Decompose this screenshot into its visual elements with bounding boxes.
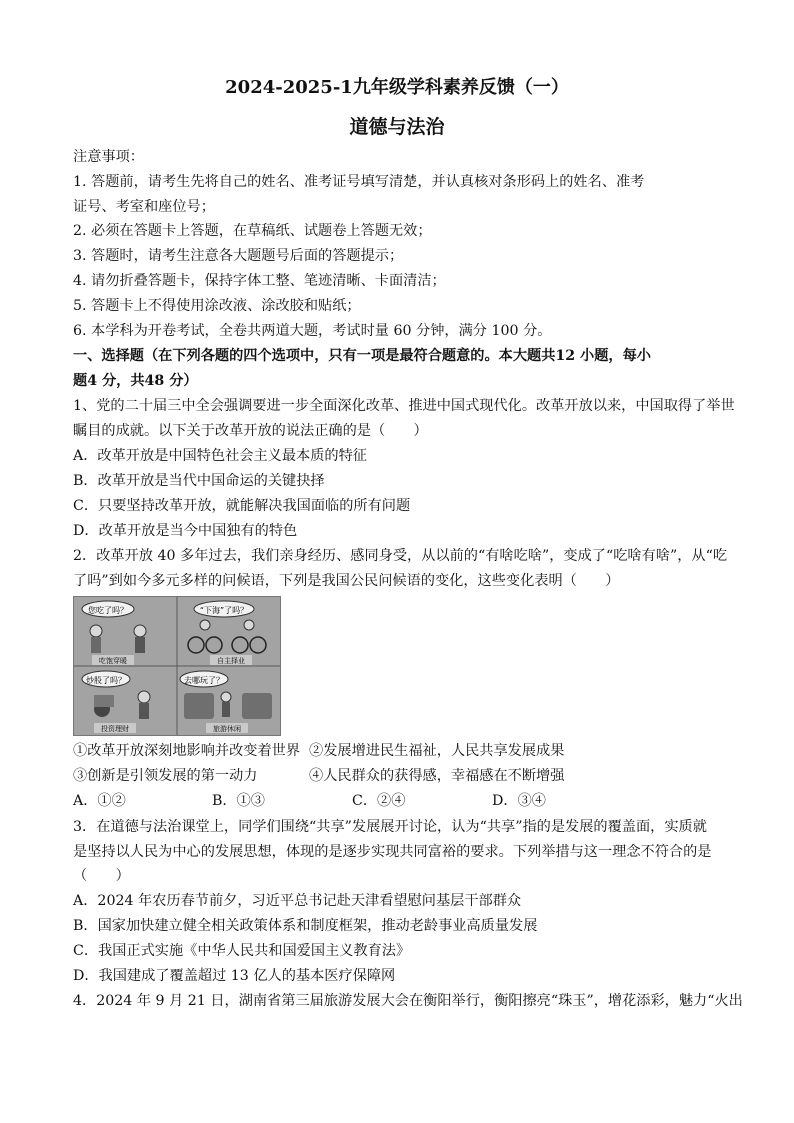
notice-item: 1. 答题前，请考生先将自己的姓名、准考证号填写清楚，并认真核对条形码上的姓名、准考 <box>73 174 645 190</box>
bubble-text: 您吃了吗？ <box>88 606 128 615</box>
q3-option-a: A．2024 年农历春节前夕，习近平总书记赴天津看望慰问基层干部群众 <box>73 893 522 909</box>
q3-stem-cont: 是坚持以人民为中心的发展思想，体现的是逐步实现共同富裕的要求。下列举措与这一理念不符合的是 <box>73 844 712 860</box>
q4-stem: 4．2024 年 9 月 21 日，湖南省第三届旅游发展大会在衡阳举行，衡阳擦亮“珠玉”，增花添彩，魅力“火出 <box>73 993 743 1009</box>
notice-item: 2. 必须在答题卡上答题，在草稿纸、试题卷上答题无效； <box>73 223 432 239</box>
q3-stem: 3．在道德与法治课堂上，同学们围绕“共享”发展展开讨论，认为“共享”指的是发展的覆盖面，实质就 <box>73 819 707 835</box>
panel-caption: 旅游休闲 <box>213 725 241 733</box>
notice-item: 3. 答题时，请考生注意各大题题号后面的答题提示； <box>73 248 404 264</box>
notice-item: 5. 答题卡上不得使用涂改液、涂改胶和贴纸； <box>73 298 361 314</box>
q1-option-c: C．只要坚持改革开放，就能解决我国面临的所有问题 <box>73 498 411 514</box>
q1-option-b: B．改革开放是当代中国命运的关键抉择 <box>73 473 325 489</box>
notice-item: 证号、考室和座位号； <box>73 199 215 215</box>
q1-option-a: A．改革开放是中国特色社会主义最本质的特征 <box>73 448 367 464</box>
q3-stem-blank: （ ） <box>73 868 130 884</box>
statement-1: ①改革开放深刻地影响并改变着世界 <box>73 743 301 759</box>
q3-option-b: B．国家加快建立健全相关政策体系和制度框架，推动老龄事业高质量发展 <box>73 918 538 934</box>
statement-3: ③创新是引领发展的第一动力 <box>73 768 258 784</box>
q2-option-b: B．①③ <box>212 793 265 809</box>
q2-option-c: C．②④ <box>352 793 406 809</box>
q2-option-d: D．③④ <box>492 793 546 809</box>
panel-caption: 自主择业 <box>217 657 245 665</box>
q1-option-d: D．改革开放是当今中国独有的特色 <box>73 523 298 539</box>
q2-statement-1 <box>73 741 723 761</box>
q1-stem: 1、党的二十届三中全会强调要进一步全面深化改革、推进中国式现代化。改革开放以来，中国取得了举世 <box>73 398 735 414</box>
statement-2: ②发展增进民生福祉，人民共享发展成果 <box>309 743 565 759</box>
bubble-text: 去哪玩了？ <box>184 676 224 685</box>
greeting-cartoon-image <box>73 596 281 736</box>
q2-stem: 2．改革开放 40 多年过去，我们亲身经历、感同身受，从以前的“有啥吃啥”，变成了“吃啥有啥”，从“吃 <box>73 548 728 564</box>
bubble-text: “下海”了吗？ <box>199 606 249 615</box>
notice-item: 4. 请勿折叠答题卡，保持字体工整、笔迹清晰、卡面清洁； <box>73 273 446 289</box>
q2-option-a: A．①② <box>73 793 126 809</box>
section-heading-cont: 题4 分，共48 分） <box>73 373 198 389</box>
section-heading: 一、选择题（在下列各题的四个选项中，只有一项是最符合题意的。本大题共12 小题，每小 <box>73 348 651 364</box>
q3-option-c: C．我国正式实施《中华人民共和国爱国主义教育法》 <box>73 943 411 959</box>
q1-stem-cont: 瞩目的成就。以下关于改革开放的说法正确的是（ ） <box>73 423 428 439</box>
notice-item: 6. 本学科为开卷考试，全卷共两道大题，考试时量 60 分钟，满分 100 分。 <box>73 323 552 339</box>
subject-title: 道德与法治 <box>349 116 445 138</box>
q3-option-d: D．我国建成了覆盖超过 13 亿人的基本医疗保障网 <box>73 968 396 984</box>
panel-caption: 吃饱穿暖 <box>99 657 127 665</box>
q2-stem-cont: 了吗”到如今多元多样的问候语，下列是我国公民问候语的变化，这些变化表明（ ） <box>73 573 620 589</box>
exam-title: 2024-2025-1九年级学科素养反馈（一） <box>225 77 569 98</box>
q2-statement-2 <box>73 766 723 786</box>
notice-heading: 注意事项： <box>73 149 144 165</box>
statement-4: ④人民群众的获得感，幸福感在不断增强 <box>309 768 565 784</box>
bubble-text: 炒股了吗？ <box>86 676 126 685</box>
panel-caption: 投资理财 <box>101 725 129 733</box>
